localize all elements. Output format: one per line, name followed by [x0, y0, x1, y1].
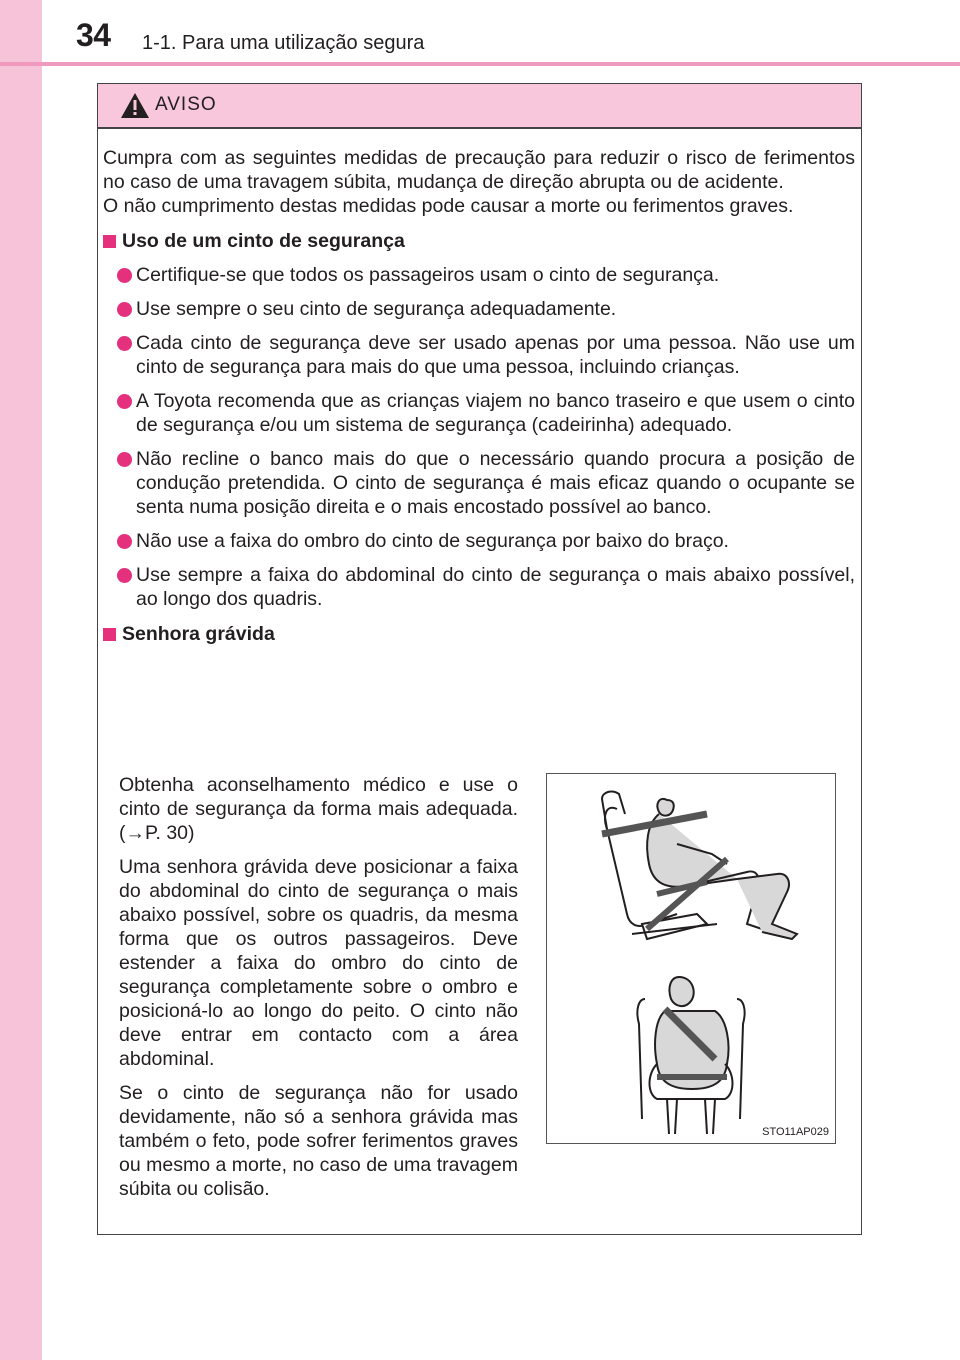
section-heading-seatbelt — [103, 229, 855, 253]
list-item: Cada cinto de segurança deve ser usado apenas por uma pessoa. Não use um cinto de segurança para mais do que uma pessoa, incluindo crianças. — [103, 331, 855, 379]
intro-text: Cumpra com as seguintes medidas de precaução para reduzir o risco de ferimentos no caso de uma travagem súbita, mudança de direção abrupta ou de acidente. — [103, 147, 855, 193]
pregnant-seatbelt-illustration — [546, 773, 836, 1144]
section-heading-pregnant — [103, 622, 855, 646]
side-stripe — [0, 0, 42, 1360]
circle-bullet-icon — [117, 302, 132, 317]
pregnant-paragraph: Obtenha aconselhamento médico e use o cinto de segurança da forma mais adequada. (→P. 30) — [119, 774, 518, 844]
circle-bullet-icon — [117, 534, 132, 549]
pregnant-text-block — [119, 773, 518, 1211]
circle-bullet-icon — [117, 452, 132, 467]
warning-title: AVISO — [155, 94, 217, 115]
list-item: A Toyota recomenda que as crianças viajem no banco traseiro e que usem o cinto de segurança e/ou um sistema de segurança (cadeirinha) adequado. — [103, 389, 855, 437]
page-number: 34 — [76, 17, 111, 53]
section-heading-label: Uso de um cinto de segurança — [122, 230, 405, 252]
list-item: Use sempre a faixa do abdominal do cinto de segurança o mais abaixo possível, ao longo dos quadris. — [103, 563, 855, 611]
pregnant-paragraph: Uma senhora grávida deve posicionar a faixa do abdominal do cinto de segurança o mais abaixo possível, sobre os quadris, da mesma forma que os outros passageiros. Deve estender a faixa do ombro do cinto de segurança completamente sobre o ombro e posicioná-lo ao longo do peito. O cinto não deve entrar em contacto com a área abdominal. — [119, 856, 518, 1070]
list-item: Não recline o banco mais do que o necessário quando procura a posição de condução pretendida. O cinto de segurança é mais eficaz quando o ocupante se senta numa posição direita e o mais encostado possível ao banco. — [103, 447, 855, 519]
circle-bullet-icon — [117, 394, 132, 409]
figure-code: STO11AP029 — [762, 1126, 829, 1138]
seated-front-view-illustration — [547, 969, 835, 1139]
warning-header — [98, 84, 861, 129]
circle-bullet-icon — [117, 268, 132, 283]
circle-bullet-icon — [117, 568, 132, 583]
intro-text-2: O não cumprimento destas medidas pode causar a morte ou ferimentos graves. — [103, 195, 794, 217]
warning-content — [103, 146, 855, 646]
section-title: 1-1. Para uma utilização segura — [142, 32, 425, 54]
list-item: Não use a faixa do ombro do cinto de segurança por baixo do braço. — [103, 529, 855, 553]
warning-box — [97, 83, 862, 1235]
square-bullet-icon — [103, 628, 116, 641]
pregnant-paragraph: Se o cinto de segurança não for usado devidamente, não só a senhora grávida mas também o feto, pode sofrer ferimentos graves ou mesmo a morte, no caso de uma travagem súbita ou colisão. — [119, 1082, 518, 1200]
warning-triangle-icon — [120, 92, 150, 119]
circle-bullet-icon — [117, 336, 132, 351]
list-item: Certifique-se que todos os passageiros usam o cinto de segurança. — [103, 263, 855, 287]
seated-side-view-illustration — [547, 774, 835, 974]
section-heading-label: Senhora grávida — [122, 623, 275, 645]
list-item: Use sempre o seu cinto de segurança adequadamente. — [103, 297, 855, 321]
square-bullet-icon — [103, 235, 116, 248]
header-rule — [0, 62, 960, 66]
